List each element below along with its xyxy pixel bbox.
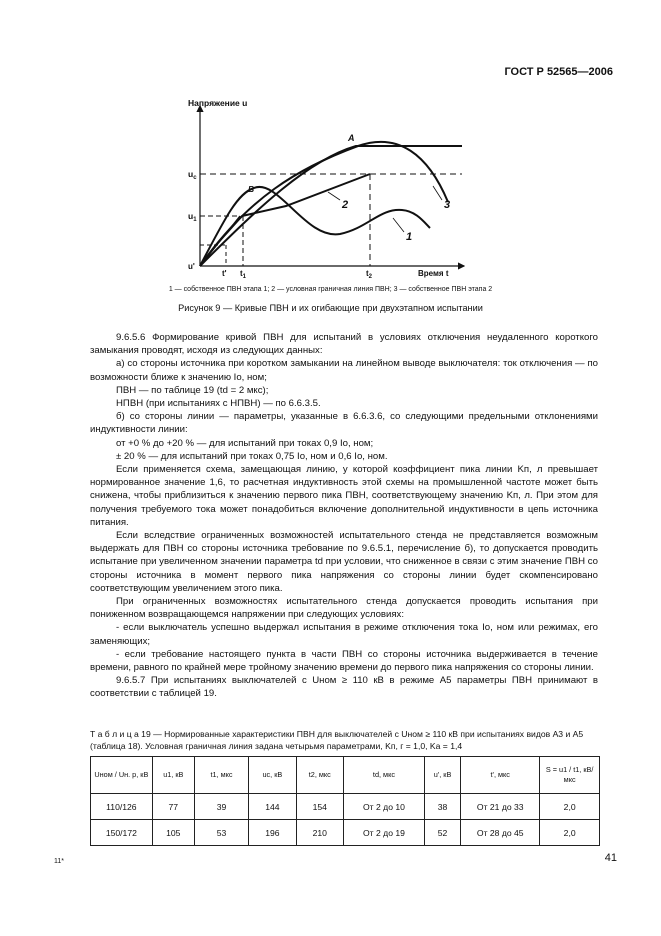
curve-label-1: 1 xyxy=(406,231,413,243)
y-tick-u-prime: u' xyxy=(188,262,195,271)
table-cell: От 2 до 19 xyxy=(344,820,425,846)
paragraph: - если выключатель успешно выдержал испытания в режиме отключения тока Iо, ном или режимах, его заменяющих; xyxy=(90,622,598,647)
paragraph: от +0 % до +20 % — для испытаний при токах 0,9 Iо, ном; xyxy=(116,437,374,449)
table-cell: 144 xyxy=(249,794,296,820)
table-cell: 2,0 xyxy=(540,794,600,820)
y-tick-uc: $u_c$ xyxy=(188,169,197,181)
column-header: td, мкс xyxy=(344,757,425,794)
table-row xyxy=(91,820,600,846)
sheet-mark: 11* xyxy=(54,858,64,865)
column-header: t2, мкс xyxy=(296,757,343,794)
table-cell: 154 xyxy=(296,794,343,820)
x-axis-label: Время t xyxy=(418,269,449,278)
curve-label-3: 3 xyxy=(444,199,451,211)
figure-legend: 1 — собственное ПВН этапа 1; 2 — условная граничная линия ПВН; 3 — собственное ПВН этапа 2 xyxy=(168,286,493,293)
column-header: uc, кВ xyxy=(249,757,296,794)
table-cell: 38 xyxy=(424,794,460,820)
paragraph: Если применяется схема, замещающая линию, у которой коэффициент пика линии Kп, л превышает нормированное значение 1,6, то расчетная индуктивность этой схемы на промышленной частоте может быть снижена, чтобы приблизиться к значению первого пика ПВН, соответствующему значению Kп, л. При этом для получения требуемого тока может понадобиться включение дополнительной индуктивности в цепь источника питания. xyxy=(90,464,598,528)
trv-figure xyxy=(178,98,478,283)
x-tick-t1: $t_1$ xyxy=(240,269,247,280)
table-19 xyxy=(90,756,600,846)
table-cell: 196 xyxy=(249,820,296,846)
point-label-b: B xyxy=(248,184,255,194)
paragraph: Если вследствие ограниченных возможностей испытательного стенда не представляется возможным выдержать для ПВН со стороны источника требование по 9.6.5.1, перечисление б), то допускается проводить испытание при увеличенном значении параметра td при условии, что сниженное в связи с этим значение ПВН со стороны источника в момент первого пика напряжения со стороны линии будет скомпенсировано соответствующим увеличением этого пика. xyxy=(90,530,598,594)
table-cell: 2,0 xyxy=(540,820,600,846)
column-header: Uном / Uн. р, кВ xyxy=(91,757,153,794)
x-tick-t-prime: t' xyxy=(222,269,227,278)
paragraph: ± 20 % — для испытаний при токах 0,75 Iо, ном и 0,6 Iо, ном. xyxy=(116,450,388,462)
x-tick-t2: $t_2$ xyxy=(366,269,373,280)
body-text xyxy=(90,331,598,701)
table-cell: 77 xyxy=(152,794,194,820)
table-cell: 53 xyxy=(194,820,248,846)
y-tick-u1: $u_1$ xyxy=(188,211,197,223)
table-cell: От 2 до 10 xyxy=(344,794,425,820)
standard-number: ГОСТ Р 52565—2006 xyxy=(504,66,613,78)
paragraph: б) со стороны линии — параметры, указанные в 6.6.3.6, со следующими предельными отклонениями индуктивности линии: xyxy=(90,411,598,436)
table-cell: 110/126 xyxy=(91,794,153,820)
column-header: t', мкс xyxy=(461,757,540,794)
table-caption: Т а б л и ц а 19 — Нормированные характеристики ПВН для выключателей с Uном ≥ 110 кВ при испытаниях видов A3 и A5 (таблица 18). Условная граничная линия задана четырьмя параметрами, Kп, г = 1,0, Kа = 1,4 xyxy=(90,729,584,751)
column-header: u', кВ xyxy=(424,757,460,794)
curve-label-2: 2 xyxy=(342,199,349,211)
table-cell: 52 xyxy=(424,820,460,846)
table-cell: 105 xyxy=(152,820,194,846)
table-cell: От 21 до 33 xyxy=(461,794,540,820)
table-cell: 210 xyxy=(296,820,343,846)
table-header-row xyxy=(91,757,600,794)
paragraph: а) со стороны источника при коротком замыкании на линейном выводе выключателя: ток отключения — по возможности ближе к значению Iо, ном; xyxy=(90,358,598,383)
paragraph: При ограниченных возможностях испытательного стенда допускается проводить испытания при пониженном возвращающемся напряжении при следующих условиях: xyxy=(90,596,598,621)
table-cell: От 28 до 45 xyxy=(461,820,540,846)
page-number: 41 xyxy=(604,852,617,864)
paragraph: 9.6.5.7 При испытаниях выключателей с Uном ≥ 110 кВ в режиме A5 параметры ПВН принимают в соответствии с таблицей 19. xyxy=(90,675,598,700)
table-cell: 39 xyxy=(194,794,248,820)
paragraph: - если требование настоящего пункта в части ПВН со стороны источника выдерживается в течение времени, равного по крайней мере тройному значению времени до первого пика напряжения со стороны линии. xyxy=(90,648,598,674)
paragraph: ПВН — по таблице 19 (td = 2 мкс); xyxy=(116,384,269,396)
table-cell: 150/172 xyxy=(91,820,153,846)
figure-caption: Рисунок 9 — Кривые ПВН и их огибающие при двухэтапном испытании xyxy=(178,303,483,313)
column-header: u1, кВ xyxy=(152,757,194,794)
y-axis-label: Напряжение u xyxy=(188,98,248,108)
trv-curves-plot xyxy=(178,98,478,283)
paragraph: 9.6.5.6 Формирование кривой ПВН для испытаний в условиях отключения неудаленного короткого замыкания проводят, исходя из следующих данных: xyxy=(90,332,598,357)
paragraph: НПВН (при испытаниях с НПВН) — по 6.6.3.5. xyxy=(116,398,321,410)
point-label-a: A xyxy=(348,133,355,143)
table-row xyxy=(91,794,600,820)
column-header: t1, мкс xyxy=(194,757,248,794)
column-header: S = u1 / t1, кВ/мкс xyxy=(540,757,600,794)
